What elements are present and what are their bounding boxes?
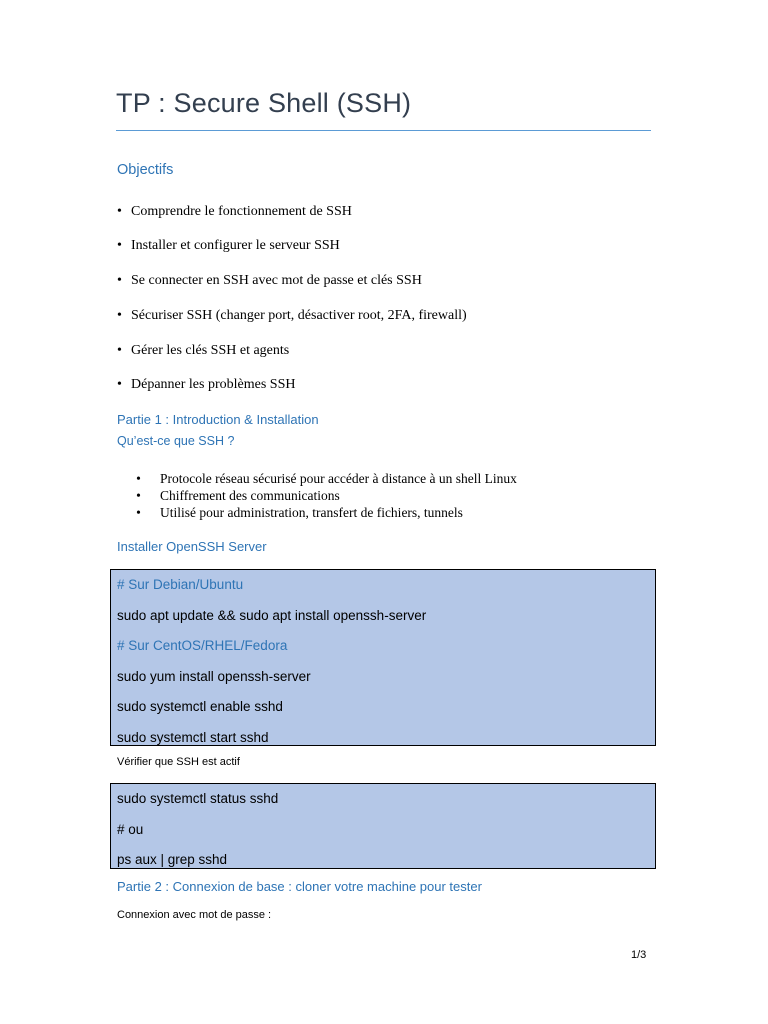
ssh-question-heading: Qu’est-ce que SSH ?	[117, 434, 235, 448]
objectif-text: Installer et configurer le serveur SSH	[131, 238, 340, 253]
code-comment: # Sur Debian/Ubuntu	[117, 577, 244, 592]
objectif-text: Sécuriser SSH (changer port, désactiver root, 2FA, firewall)	[131, 308, 467, 323]
page-title: TP : Secure Shell (SSH)	[116, 88, 412, 118]
connexion-text: Connexion avec mot de passe :	[117, 909, 272, 921]
list-item	[117, 470, 517, 487]
objectif-text: Dépanner les problèmes SSH	[131, 377, 296, 392]
objectif-item	[117, 203, 352, 221]
partie2-heading: Partie 2 : Connexion de base : cloner votre machine pour tester	[117, 879, 482, 894]
objectif-item	[117, 342, 289, 360]
objectif-item	[117, 272, 422, 290]
code-line: sudo systemctl start sshd	[117, 729, 269, 745]
objectif-text: Gérer les clés SSH et agents	[131, 343, 290, 358]
verify-code-block	[110, 783, 656, 869]
objectif-item	[117, 376, 295, 394]
bullet-icon: •	[117, 238, 122, 253]
objectif-text: Se connecter en SSH avec mot de passe et clés SSH	[131, 273, 422, 288]
objectif-item	[117, 307, 467, 325]
bullet-icon: •	[117, 343, 122, 358]
bullet-icon: •	[136, 471, 141, 486]
bullet-icon: •	[117, 204, 122, 219]
ssh-point-text: Utilisé pour administration, transfert de fichiers, tunnels	[160, 505, 463, 520]
partie1-heading: Partie 1 : Introduction & Installation	[117, 412, 319, 427]
objectifs-heading: Objectifs	[117, 162, 174, 178]
ssh-point-text: Chiffrement des communications	[160, 488, 340, 503]
code-line: sudo systemctl enable sshd	[117, 699, 283, 714]
bullet-icon: •	[117, 377, 122, 392]
bullet-icon: •	[117, 273, 122, 288]
bullet-icon: •	[117, 308, 122, 323]
code-line: ps aux | grep sshd	[117, 852, 228, 867]
bullet-icon: •	[136, 488, 141, 503]
list-item	[117, 504, 517, 521]
install-code-block	[110, 569, 656, 746]
install-heading: Installer OpenSSH Server	[117, 539, 267, 554]
ssh-point-text: Protocole réseau sécurisé pour accéder à distance à un shell Linux	[160, 471, 517, 486]
code-comment: # Sur CentOS/RHEL/Fedora	[117, 638, 288, 653]
title-underline	[116, 130, 651, 131]
code-line: sudo apt update && sudo apt install openssh-server	[117, 607, 427, 623]
code-line: # ou	[117, 821, 144, 837]
page-number: 1/3	[631, 949, 647, 961]
ssh-points-list	[117, 470, 517, 521]
list-item	[117, 487, 517, 504]
code-line: sudo systemctl status sshd	[117, 791, 279, 806]
code-line: sudo yum install openssh-server	[117, 668, 311, 684]
objectif-item	[117, 237, 340, 255]
objectif-text: Comprendre le fonctionnement de SSH	[131, 204, 352, 219]
verify-text: Vérifier que SSH est actif	[117, 756, 240, 768]
bullet-icon: •	[136, 505, 141, 520]
